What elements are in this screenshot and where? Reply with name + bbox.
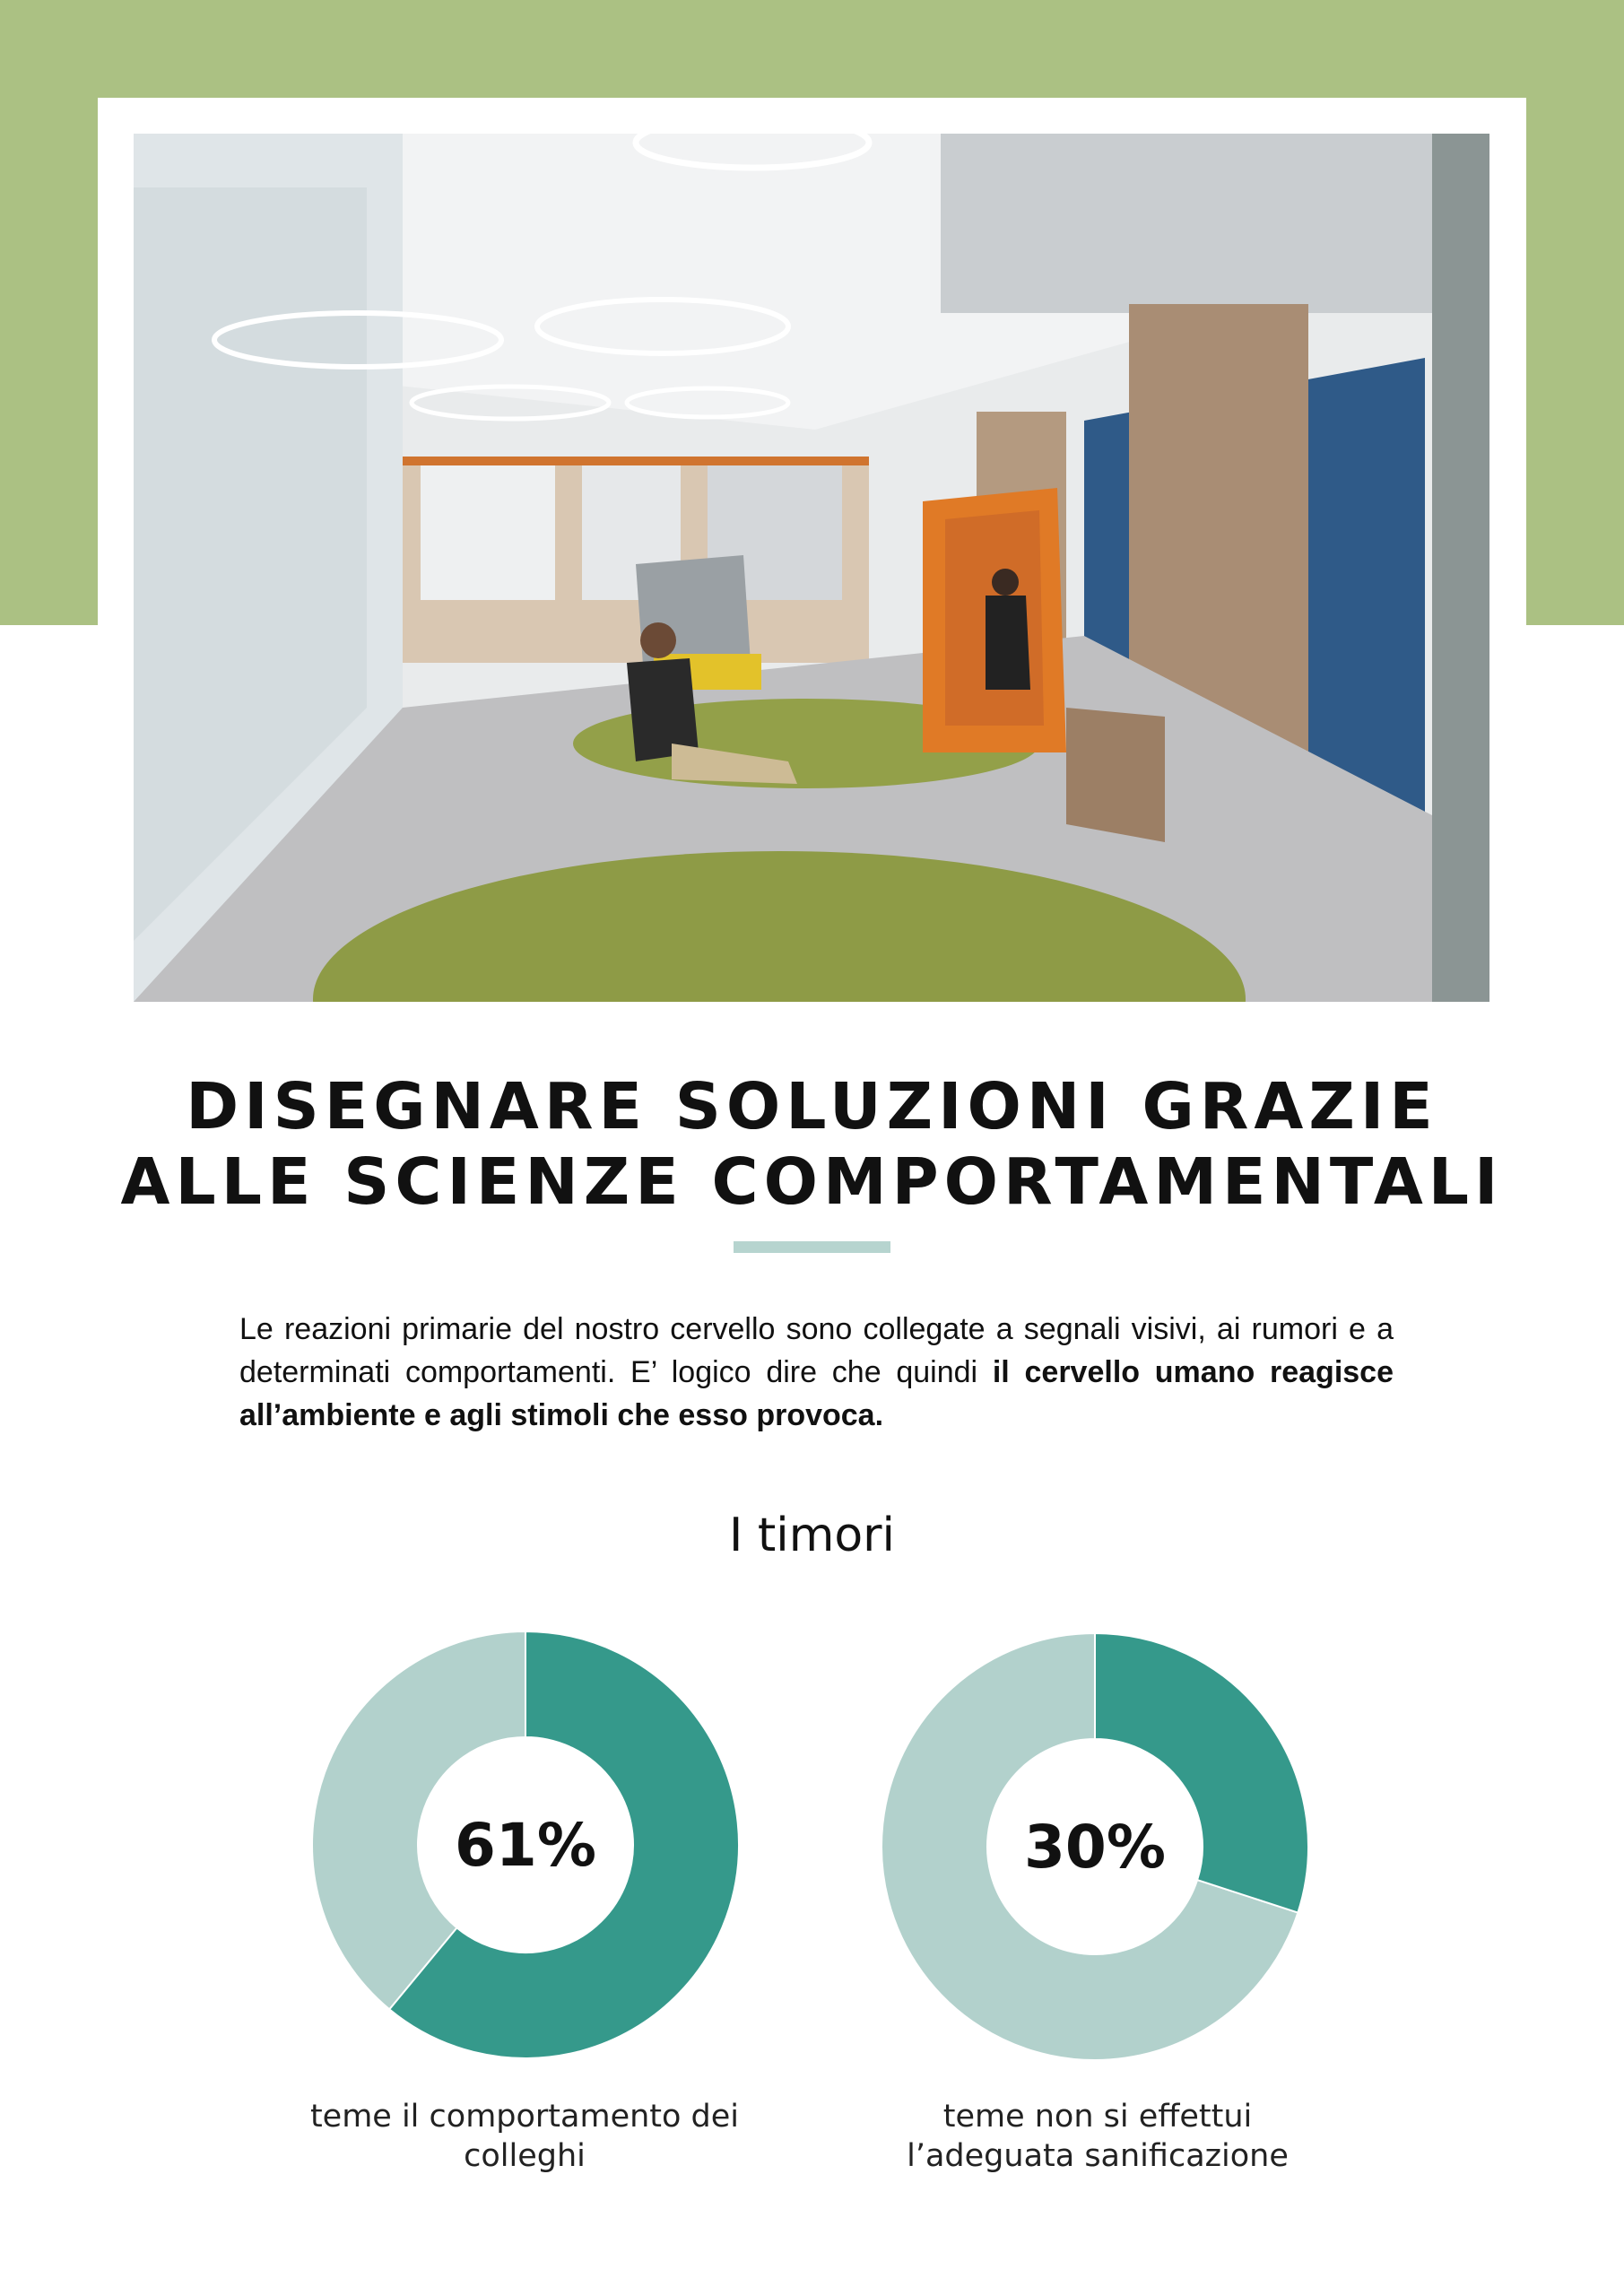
donut-caption-sanificazione: teme non si effettui l’adeguata sanificazione bbox=[907, 2099, 1289, 2174]
office-interior-photo bbox=[134, 134, 1489, 1002]
intro-text: Le reazioni primarie del nostro cervello sono collegate a segnali visivi, ai rumori e a determinati comportamenti. E’ logico dire che quindi bbox=[239, 1312, 1394, 1389]
section-title: I timori bbox=[729, 1509, 895, 1562]
donut-value-label: 61% bbox=[455, 1810, 596, 1880]
page-title-line-1: DISEGNARE SOLUZIONI GRAZIE bbox=[186, 1069, 1438, 1144]
page-title-line-2: ALLE SCIENZE COMPORTAMENTALI bbox=[120, 1144, 1504, 1219]
donut-caption-colleghi: teme il comportamento dei colleghi bbox=[309, 2099, 740, 2174]
page-title bbox=[0, 1069, 1624, 1220]
intro-text-bold: il cervello umano reagisce all’ambiente e agli stimoli che esso provoca. bbox=[239, 1355, 1394, 1432]
donut-value-label: 30% bbox=[1024, 1812, 1166, 1882]
donut-chart-sanificazione bbox=[880, 1631, 1310, 2062]
intro-paragraph bbox=[239, 1308, 1394, 1437]
donut-chart-colleghi bbox=[310, 1630, 741, 2060]
title-underline bbox=[734, 1241, 890, 1253]
